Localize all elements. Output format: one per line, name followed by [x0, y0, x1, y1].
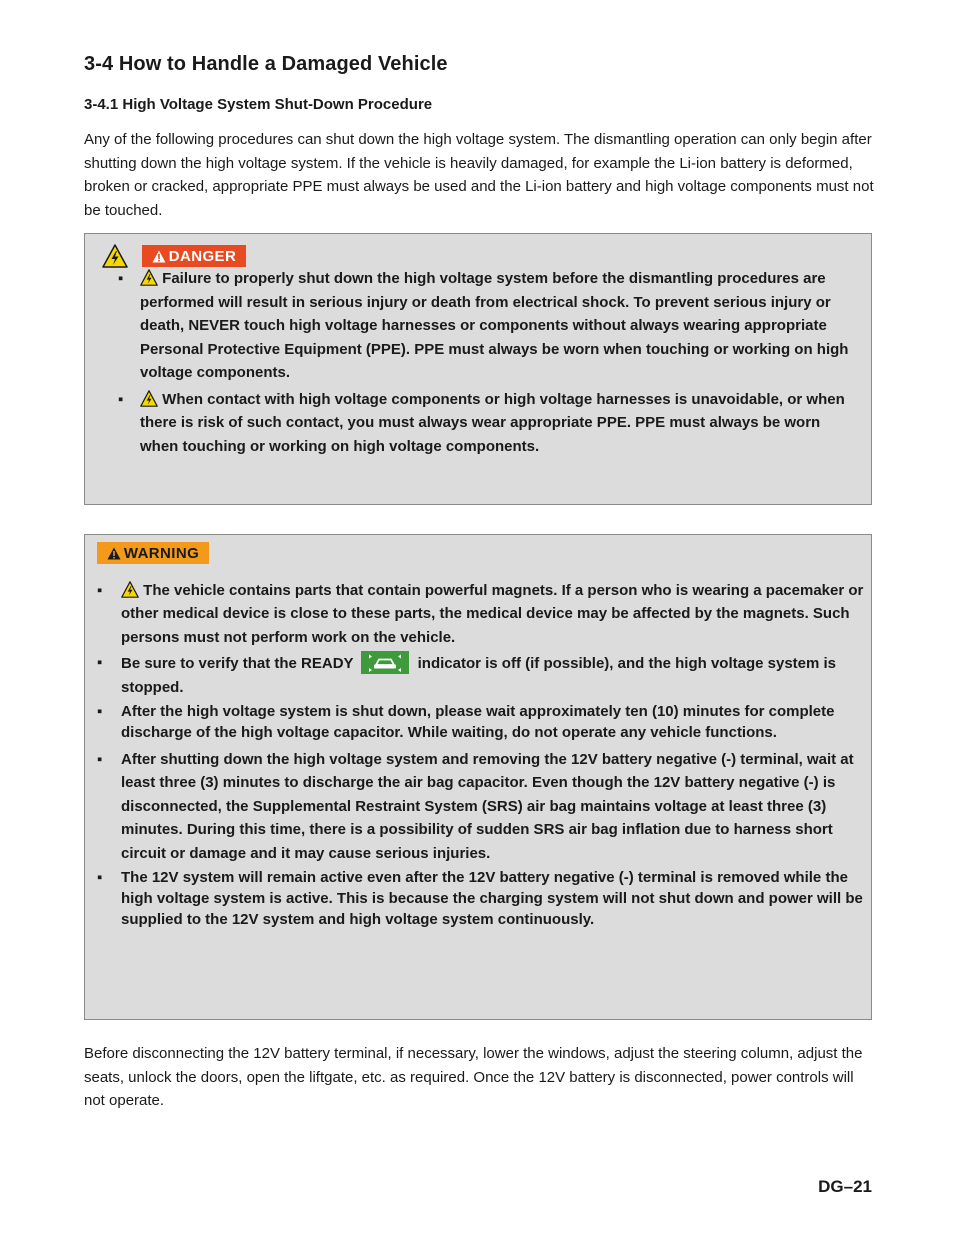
danger-item-text: Failure to properly shut down the high voltage system before the dismantling procedures are performed will result in serious injury or death from electrical shock. To prevent serious injury or death, NEVER touch high voltage harnesses or components without always wearing appropriate Personal Protective Equipment (PPE). PPE must always be worn when touching or working on high voltage components.	[140, 270, 849, 381]
hazard-triangle-icon	[152, 250, 166, 263]
bullet-marker: ▪	[118, 270, 124, 287]
bullet-marker: ▪	[97, 869, 103, 887]
warning-item-text: The vehicle contains parts that contain powerful magnets. If a person who is wearing a pacemaker or other medical device is close to these parts, the medical device may be affected by the magnets. Such persons must not perform work on the vehicle.	[121, 582, 864, 646]
warning-item-text: indicator is off (if possible), and the high voltage system is stopped.	[121, 655, 837, 696]
page-number: DG–21	[818, 1177, 872, 1196]
ready-indicator-icon	[361, 651, 409, 674]
warning-item	[97, 701, 869, 743]
section-heading: 3-4 How to Handle a Damaged Vehicle	[84, 53, 448, 75]
bullet-marker: ▪	[97, 703, 103, 721]
warning-item	[97, 748, 869, 865]
intro-paragraph: Any of the following procedures can shut down the high voltage system. The dismantling operation can only begin after shutting down the high voltage system. If the vehicle is heavily damaged, for example the Li-ion battery is deformed, broken or cracked, appropriate PPE must always be used and the Li-ion battery and high voltage components must not be touched.	[84, 131, 874, 219]
closing-paragraph: Before disconnecting the 12V battery terminal, if necessary, lower the windows, adjust the steering column, adjust the seats, unlock the doors, open the liftgate, etc. as required. Once the 12V battery is disconnected, power controls will not operate.	[84, 1045, 863, 1110]
bullet-marker: ▪	[97, 654, 103, 672]
bullet-marker: ▪	[97, 582, 103, 599]
danger-item-text: When contact with high voltage components or high voltage harnesses is unavoidable, or when there is risk of such contact, you must always wear appropriate PPE. PPE must always be worn when touching or working on high voltage components.	[140, 390, 845, 455]
warning-item-text: Be sure to verify that the READY	[121, 655, 354, 673]
bullet-marker: ▪	[118, 390, 124, 408]
warning-list	[97, 579, 869, 935]
subsection-heading: 3-4.1 High Voltage System Shut-Down Procedure	[84, 96, 433, 113]
high-voltage-warning-icon	[140, 390, 158, 407]
bullet-marker: ▪	[97, 751, 103, 769]
high-voltage-warning-icon	[121, 581, 139, 598]
hazard-triangle-icon	[107, 547, 121, 560]
warning-item-text: After shutting down the high voltage system and removing the 12V battery negative (-) terminal, wait at least three (3) minutes to discharge the air bag capacitor. Even though the 12V battery negative (-) is disconnected, the Supplemental Restraint System (SRS) air bag maintains voltage at least three (3) minutes. During this time, there is a possibility of sudden SRS air bag inflation due to harness short circuit or damage and it may cause serious injuries.	[121, 751, 854, 862]
warning-item-text: After the high voltage system is shut down, please wait approximately ten (10) minutes for complete discharge of the high voltage capacitor. While waiting, do not operate any vehicle functions.	[121, 703, 835, 742]
warning-item	[97, 651, 869, 699]
warning-item	[97, 579, 869, 649]
warning-label	[97, 542, 209, 564]
danger-item	[118, 267, 858, 385]
warning-item	[97, 867, 869, 930]
high-voltage-warning-icon	[102, 244, 128, 268]
danger-label-text: DANGER	[168, 247, 237, 265]
danger-box	[84, 233, 872, 505]
warning-box	[84, 534, 872, 1020]
warning-item-text: The 12V system will remain active even after the 12V battery negative (-) terminal is removed while the high voltage system is active. This is because the charging system will not shut down and power will be supplied to the 12V system and high voltage system continuously.	[121, 869, 863, 929]
danger-list	[118, 267, 858, 461]
danger-item	[118, 388, 858, 459]
high-voltage-warning-icon	[140, 269, 158, 286]
danger-label	[142, 245, 246, 267]
warning-label-text: WARNING	[123, 544, 200, 562]
